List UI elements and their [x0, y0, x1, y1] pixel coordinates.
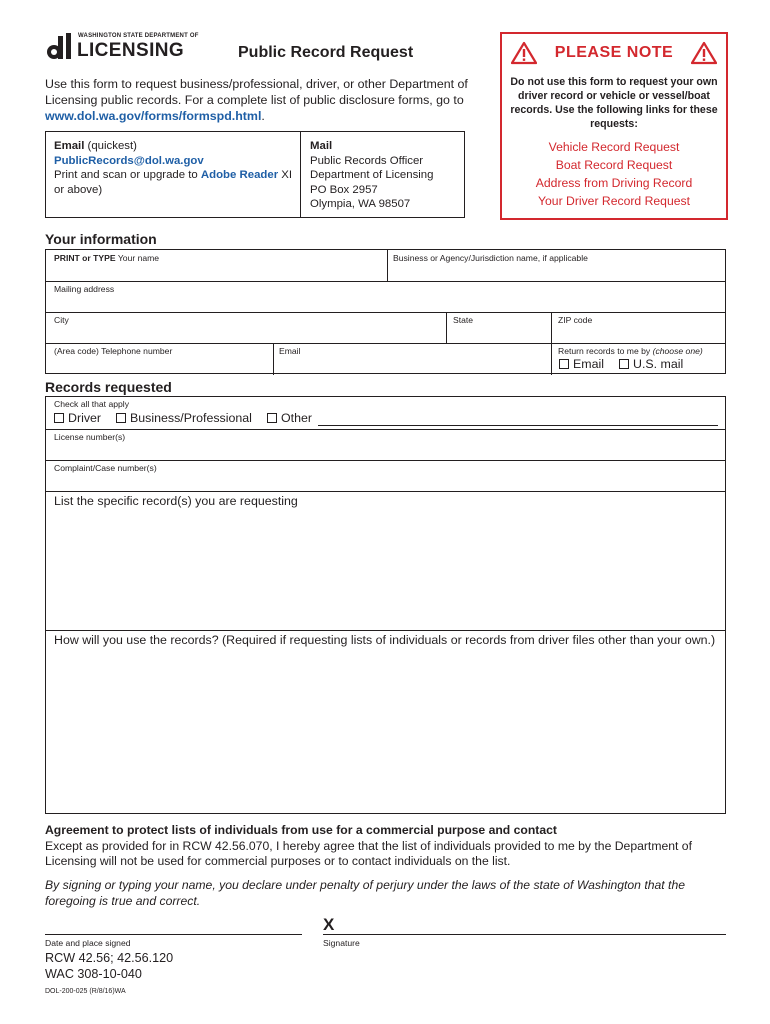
col-divider [551, 343, 552, 375]
date-place-label: Date and place signed [45, 938, 131, 948]
complaint-case-label: Complaint/Case number(s) [54, 463, 157, 473]
intro-end: . [261, 109, 265, 123]
city-field[interactable] [54, 315, 69, 325]
dol-logo-mark [45, 33, 75, 61]
logo-agency-text: LICENSING [77, 40, 185, 61]
please-note-links [502, 138, 726, 210]
print-or-type-label: PRINT or TYPE [54, 253, 116, 263]
contact-box [45, 131, 465, 218]
email-contact [54, 139, 299, 197]
agreement-text: Except as provided for in RCW 42.56.070, I hereby agree that the list of individuals provided to me by the Department of Licensing will not be used for commercial purposes or to contact individuals on the list. [45, 838, 692, 868]
intro-text [45, 76, 475, 124]
return-mail-label: U.S. mail [633, 357, 684, 371]
driver-option[interactable] [54, 411, 101, 425]
records-use-field[interactable] [54, 633, 715, 647]
rcw-reference: RCW 42.56; 42.56.120 [45, 951, 174, 965]
please-note-heading: PLEASE NOTE [554, 44, 674, 61]
other-option[interactable] [267, 411, 312, 425]
telephone-label: (Area code) Telephone number [54, 346, 173, 356]
zip-code-label: ZIP code [558, 315, 593, 325]
your-name-field[interactable] [54, 253, 159, 263]
row-divider [46, 281, 725, 282]
mail-contact [310, 139, 460, 212]
mail-line: Department of Licensing [310, 169, 434, 181]
legal-references [45, 951, 173, 982]
logo-state-text: WASHINGTON STATE DEPARTMENT OF [78, 33, 199, 39]
business-professional-option[interactable] [116, 411, 252, 425]
business-name-field[interactable] [393, 253, 588, 263]
date-place-line[interactable] [45, 934, 302, 935]
please-note-body: Do not use this form to request your own driver record or vehicle or vessel/boat records. Use the following links for these requests: [510, 76, 718, 130]
your-information-grid [45, 249, 726, 374]
email-heading: Email [54, 140, 85, 152]
row-divider [46, 429, 725, 430]
email-field-label: Email [279, 346, 301, 356]
perjury-statement: By signing or typing your name, you declare under penalty of perjury under the laws of the state of Washington that the foregoing is true and correct. [45, 878, 685, 908]
email-instructions-end: XI or above) [54, 169, 293, 196]
mailing-address-field[interactable] [54, 284, 114, 294]
license-number-field[interactable] [54, 432, 125, 442]
your-name-label: Your name [115, 253, 160, 263]
warning-icon [691, 41, 717, 65]
wac-reference: WAC 308-10-040 [45, 966, 142, 981]
please-note-box [500, 32, 728, 220]
driver-option-label: Driver [68, 411, 102, 425]
mail-line: Public Records Officer [310, 154, 424, 167]
records-use-label: How will you use the records? (Required if requesting lists of individuals or records from driver files other than your own.) [54, 633, 716, 647]
row-divider [46, 630, 725, 631]
dol-logo [45, 33, 199, 63]
specific-records-field[interactable] [54, 494, 298, 508]
business-professional-checkbox[interactable] [116, 413, 126, 423]
zip-code-field[interactable] [558, 315, 592, 325]
email-instructions: Print and scan or upgrade to [54, 169, 201, 181]
return-email-option[interactable] [559, 357, 604, 371]
row-divider [46, 343, 725, 344]
mail-line: PO Box 2957 [310, 183, 378, 196]
row-divider [46, 312, 725, 313]
city-label: City [54, 315, 69, 325]
public-records-email-link[interactable]: PublicRecords@dol.wa.gov [54, 154, 204, 167]
boat-record-request-link[interactable]: Boat Record Request [555, 158, 673, 172]
specific-records-label: List the specific record(s) you are requesting [54, 494, 298, 508]
contact-divider [300, 132, 301, 217]
driver-checkbox[interactable] [54, 413, 64, 423]
business-name-label: Business or Agency/Jurisdiction name, if applicable [393, 253, 588, 263]
email-field[interactable] [279, 346, 301, 356]
check-all-label: Check all that apply [54, 399, 129, 409]
return-label-text: Return records to me by [558, 346, 653, 356]
return-mail-option[interactable] [619, 357, 683, 371]
mail-heading: Mail [310, 140, 333, 152]
records-requested-heading: Records requested [45, 379, 172, 395]
mail-line: Olympia, WA 98507 [310, 198, 411, 210]
agreement-section [45, 823, 725, 870]
your-information-heading: Your information [45, 231, 157, 247]
col-divider [446, 312, 447, 343]
signature-x-mark: X [323, 915, 335, 934]
return-method-label [558, 346, 703, 356]
row-divider [46, 460, 725, 461]
signature-label: Signature [323, 938, 360, 948]
other-option-label: Other [281, 411, 312, 425]
other-checkbox[interactable] [267, 413, 277, 423]
email-heading-note: (quickest) [84, 140, 137, 152]
address-from-driving-record-link[interactable]: Address from Driving Record [535, 176, 693, 190]
signature-line[interactable] [323, 934, 726, 935]
state-label: State [453, 315, 474, 325]
vehicle-record-request-link[interactable]: Vehicle Record Request [548, 140, 680, 154]
state-field[interactable] [453, 315, 473, 325]
your-driver-record-request-link[interactable]: Your Driver Record Request [538, 194, 690, 208]
business-professional-label: Business/Professional [130, 411, 252, 425]
form-number: DOL-200-025 (R/8/16)WA [45, 988, 126, 995]
agreement-heading: Agreement to protect lists of individuals from use for a commercial purpose and contact [45, 823, 557, 837]
complaint-case-field[interactable] [54, 463, 157, 473]
public-disclosure-forms-link[interactable]: www.dol.wa.gov/forms/formspd.html [45, 109, 262, 123]
col-divider [387, 250, 388, 281]
row-divider [46, 491, 725, 492]
col-divider [551, 312, 552, 343]
other-specify-line[interactable] [318, 425, 718, 426]
return-label-note: (choose one) [652, 346, 703, 356]
records-requested-grid [45, 396, 726, 814]
form-title: Public Record Request [238, 44, 414, 61]
adobe-reader-link[interactable]: Adobe Reader [200, 169, 279, 181]
return-email-label: Email [573, 357, 604, 371]
col-divider [273, 343, 274, 375]
mailing-address-label: Mailing address [54, 284, 115, 294]
license-number-label: License number(s) [54, 432, 126, 442]
return-email-checkbox[interactable] [559, 359, 569, 369]
telephone-field[interactable] [54, 346, 172, 356]
return-mail-checkbox[interactable] [619, 359, 629, 369]
intro-body: Use this form to request business/professional, driver, or other Department of Licensing public records. For a complete list of public disclosure forms, go to [45, 77, 468, 107]
